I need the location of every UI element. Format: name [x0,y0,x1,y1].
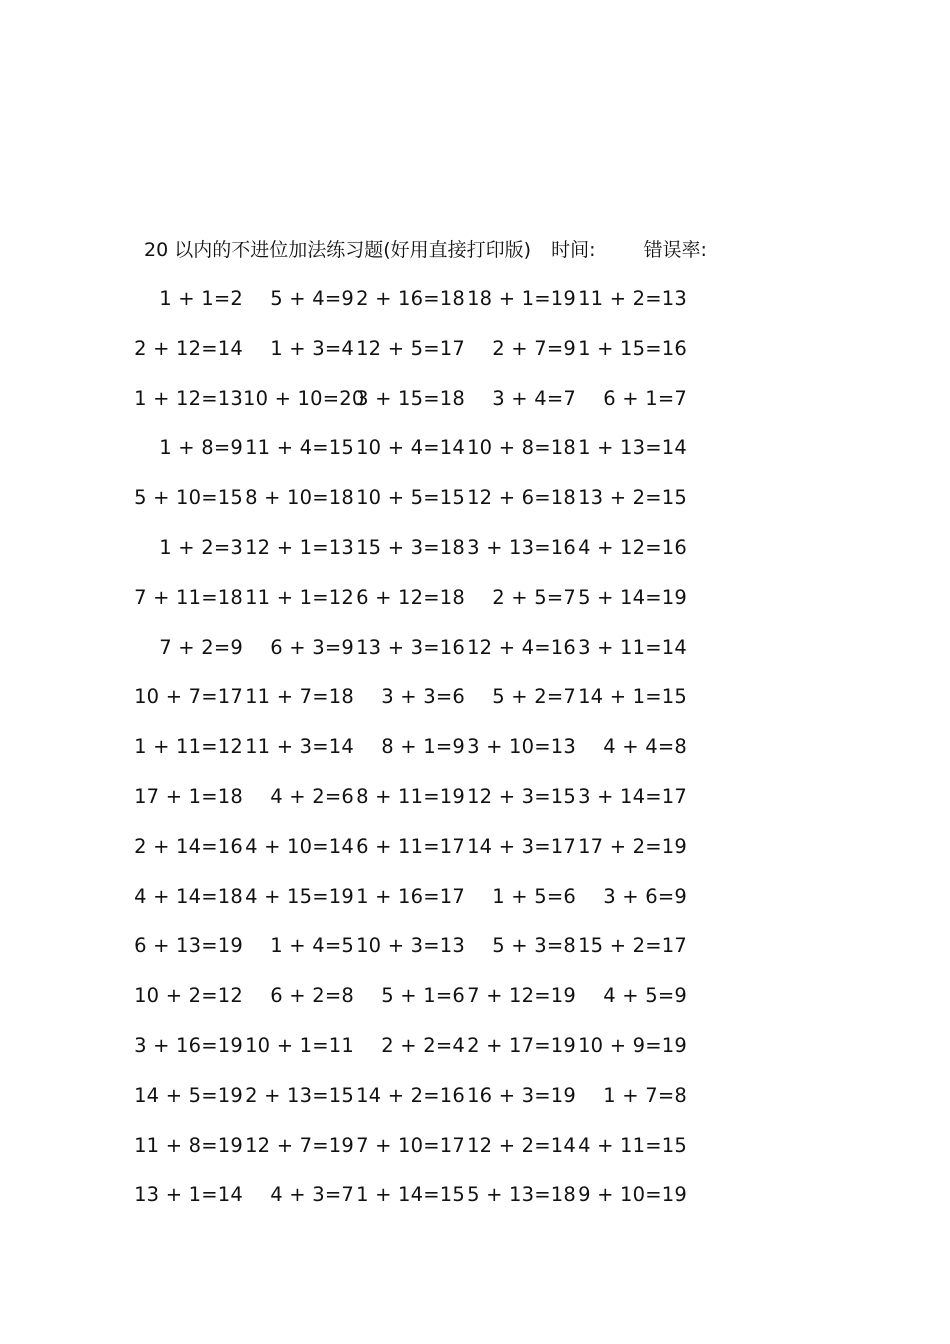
problem-cell: 4 + 11=15 [578,1133,687,1157]
problem-cell: 4 + 2=6 [270,784,354,808]
problem-cell: 4 + 12=16 [578,535,687,559]
problem-cell: 16 + 3=19 [467,1083,576,1107]
problem-cell: 6 + 2=8 [270,984,354,1008]
problem-row [144,633,704,683]
problem-cell: 1 + 3=4 [270,336,354,360]
header-row [144,236,707,264]
problem-cell: 2 + 17=19 [467,1033,576,1057]
problem-cell: 6 + 12=18 [356,585,465,609]
problem-cell: 10 + 7=17 [134,685,243,709]
problem-cell: 13 + 3=16 [356,635,465,659]
problem-cell: 14 + 3=17 [467,834,576,858]
problem-cell: 4 + 15=19 [245,884,354,908]
problem-cell: 11 + 4=15 [245,436,354,460]
problem-cell: 1 + 4=5 [270,934,354,958]
problem-row [134,384,704,434]
problem-cell: 12 + 3=15 [467,784,576,808]
problem-row [134,682,704,732]
problem-row [134,832,704,882]
problem-cell: 3 + 15=18 [356,386,465,410]
problem-cell: 10 + 5=15 [356,486,465,510]
problem-cell: 3 + 4=7 [492,386,576,410]
problem-cell: 11 + 8=19 [134,1133,243,1157]
problem-row [134,782,704,832]
problem-cell: 7 + 10=17 [356,1133,465,1157]
problem-cell: 1 + 8=9 [159,436,243,460]
problem-cell: 2 + 2=4 [381,1033,465,1057]
problem-cell: 7 + 11=18 [134,585,243,609]
problem-cell: 8 + 10=18 [245,486,354,510]
problem-cell: 2 + 13=15 [245,1083,354,1107]
worksheet-title: 20 以内的不进位加法练习题(好用直接打印版) [144,239,532,261]
problem-cell: 11 + 7=18 [245,685,354,709]
problem-cell: 4 + 3=7 [270,1183,354,1207]
problem-cell: 5 + 10=15 [134,486,243,510]
problem-cell: 5 + 3=8 [492,934,576,958]
problem-cell: 12 + 6=18 [467,486,576,510]
problem-cell: 2 + 5=7 [492,585,576,609]
problem-row [134,583,704,633]
problem-cell: 13 + 1=14 [134,1183,243,1207]
problem-cell: 17 + 2=19 [578,834,687,858]
problem-cell: 13 + 2=15 [578,486,687,510]
problem-cell: 6 + 3=9 [270,635,354,659]
problem-cell: 1 + 12=13 [134,386,243,410]
problem-cell: 14 + 1=15 [578,685,687,709]
problem-cell: 3 + 3=6 [381,685,465,709]
problem-cell: 17 + 1=18 [134,784,243,808]
problem-cell: 15 + 2=17 [578,934,687,958]
problem-cell: 2 + 16=18 [356,287,465,310]
problem-cell: 12 + 2=14 [467,1133,576,1157]
problem-row [134,931,704,981]
problem-cell: 11 + 3=14 [245,735,354,759]
problem-cell: 6 + 11=17 [356,834,465,858]
problem-cell: 4 + 5=9 [603,984,687,1008]
problem-cell: 10 + 2=12 [134,984,243,1008]
problem-cell: 15 + 3=18 [356,535,465,559]
problem-cell: 14 + 5=19 [134,1083,243,1107]
problem-cell: 9 + 10=19 [578,1183,687,1207]
problem-cell: 1 + 7=8 [603,1083,687,1107]
problem-cell: 6 + 1=7 [603,386,687,410]
problem-cell: 3 + 16=19 [134,1033,243,1057]
problem-cell: 3 + 10=13 [467,735,576,759]
problem-row [144,284,704,334]
problem-cell: 10 + 3=13 [356,934,465,958]
problem-cell: 10 + 8=18 [467,436,576,460]
problem-row [134,1131,704,1181]
problem-cell: 3 + 6=9 [603,884,687,908]
problem-cell: 10 + 9=19 [578,1033,687,1057]
problem-cell: 1 + 14=15 [356,1183,465,1207]
problem-row [134,1081,704,1131]
problem-row [134,334,704,384]
problem-cell: 14 + 2=16 [356,1083,465,1107]
problem-row [144,433,704,483]
problem-cell: 12 + 5=17 [356,336,465,360]
problem-cell: 5 + 13=18 [467,1183,576,1207]
problem-cell: 10 + 10=20 [243,386,365,410]
problem-cell: 1 + 2=3 [159,535,243,559]
problem-cell: 1 + 15=16 [578,336,687,360]
problem-cell: 1 + 13=14 [578,436,687,460]
problem-cell: 1 + 1=2 [159,287,243,310]
problem-grid [134,284,704,1230]
problem-cell: 2 + 14=16 [134,834,243,858]
problem-cell: 2 + 7=9 [492,336,576,360]
problem-cell: 3 + 13=16 [467,535,576,559]
problem-cell: 5 + 14=19 [578,585,687,609]
problem-cell: 8 + 1=9 [381,735,465,759]
problem-cell: 7 + 2=9 [159,635,243,659]
problem-cell: 5 + 1=6 [381,984,465,1008]
problem-cell: 18 + 1=19 [467,287,576,310]
problem-cell: 3 + 11=14 [578,635,687,659]
problem-row [144,533,704,583]
problem-cell: 1 + 5=6 [492,884,576,908]
problem-cell: 11 + 1=12 [245,585,354,609]
problem-cell: 12 + 4=16 [467,635,576,659]
error-rate-label: 错误率: [643,239,707,261]
problem-cell: 10 + 1=11 [245,1033,354,1057]
problem-cell: 1 + 16=17 [356,884,465,908]
problem-row [134,732,704,782]
problem-cell: 4 + 10=14 [245,834,354,858]
time-label: 时间: [551,239,596,261]
problem-row [134,483,704,533]
problem-cell: 2 + 12=14 [134,336,243,360]
problem-row [134,882,704,932]
problem-cell: 1 + 11=12 [134,735,243,759]
problem-row [134,1180,704,1230]
problem-cell: 11 + 2=13 [578,287,687,310]
problem-row [134,981,704,1031]
problem-cell: 4 + 14=18 [134,884,243,908]
problem-cell: 4 + 4=8 [603,735,687,759]
problem-cell: 8 + 11=19 [356,784,465,808]
problem-cell: 3 + 14=17 [578,784,687,808]
problem-cell: 5 + 2=7 [492,685,576,709]
problem-cell: 7 + 12=19 [467,984,576,1008]
problem-cell: 12 + 7=19 [245,1133,354,1157]
problem-cell: 6 + 13=19 [134,934,243,958]
problem-cell: 12 + 1=13 [245,535,354,559]
problem-cell: 10 + 4=14 [356,436,465,460]
problem-cell: 5 + 4=9 [270,287,354,310]
problem-row [134,1031,704,1081]
